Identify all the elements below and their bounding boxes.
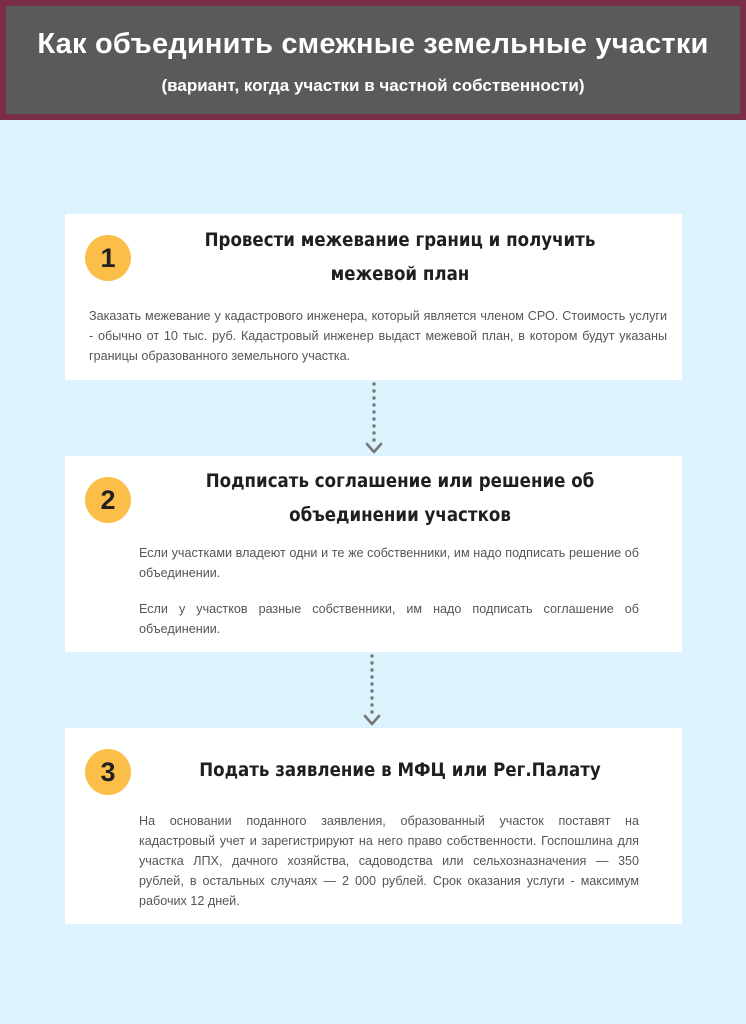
- page-title: Как объединить смежные земельные участки: [37, 28, 709, 60]
- step-paragraph: Если участками владеют одни и те же собственники, им надо подписать решение об объединении.: [139, 546, 639, 580]
- step-title: [180, 754, 621, 788]
- step-paragraph: Заказать межевание у кадастрового инженера, который является членом СРО. Стоимость услуги - обычно от 10 тыс. руб. Кадастровый инженер выдаст межевой план, в котором будут указаны границы образованного земельного участка.: [89, 309, 667, 363]
- step-paragraph: Если у участков разные собственники, им надо подписать соглашение об объединении.: [139, 602, 639, 636]
- step-description: [139, 811, 639, 911]
- step-title-line: межевой план: [330, 264, 470, 285]
- step-card-3: [65, 728, 682, 924]
- step-title-line: Провести межевание границ и получить: [204, 230, 596, 251]
- step-paragraph: На основании поданного заявления, образованный участок поставят на кадастровый учет и зарегистрируют на него право собственности. Госпошлина для участка ЛПХ, дачного хозяйства, садоводства или сельхозназначения — 350 рублей, в остальных случаях — 2 000 рублей. Срок оказания услуги - максимум рабочих 12 дней.: [139, 814, 639, 908]
- step-title-line: объединении участков: [289, 505, 511, 526]
- step-title: [180, 224, 621, 292]
- paragraph-spacer: [139, 583, 639, 599]
- step-number-badge: 2: [85, 477, 131, 523]
- step-card-1: [65, 214, 682, 380]
- step-title: [180, 465, 621, 533]
- step-number-badge: 3: [85, 749, 131, 795]
- header-banner: [0, 0, 746, 120]
- page-subtitle: (вариант, когда участки в частной собственности): [161, 76, 585, 95]
- dotted-arrow-connector: [364, 380, 384, 456]
- step-title-line: Подать заявление в МФЦ или Рег.Палату: [199, 760, 601, 781]
- step-number-badge: 1: [85, 235, 131, 281]
- step-card-2: [65, 456, 682, 652]
- step-description: [89, 306, 667, 366]
- step-description: [139, 543, 639, 639]
- step-title-line: Подписать соглашение или решение об: [205, 471, 595, 492]
- dotted-arrow-connector: [362, 652, 382, 728]
